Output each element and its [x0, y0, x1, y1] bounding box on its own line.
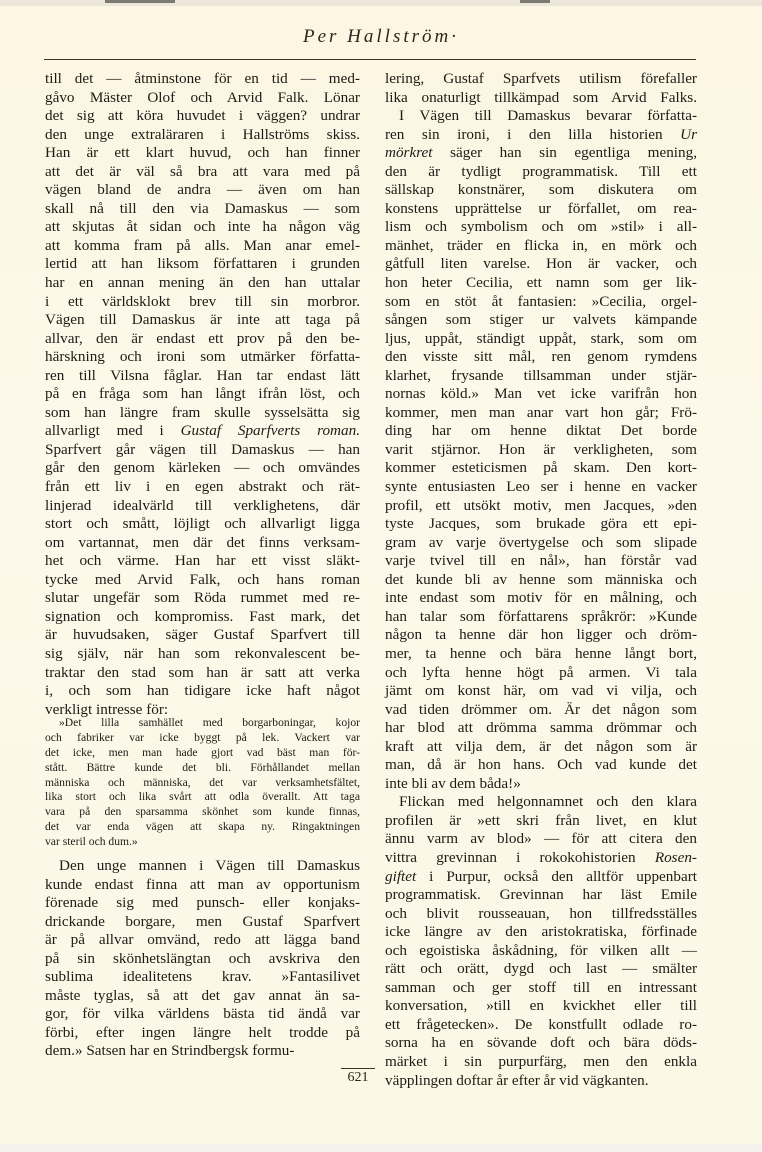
text-line: konversation, »till en kvickhet eller till [385, 997, 697, 1015]
text-line: Flickan med helgonnamnet och den klara [399, 793, 697, 811]
text-line: ren till Vilsna fåglar. Han tar endast lätt [45, 366, 360, 384]
text-line: kommer esteticismen på skam. Den kort- [385, 459, 697, 477]
text-line: det kunde bli av henne som människa och [385, 570, 697, 588]
text-line: förbi, efter ingen längre helt trodde på [45, 1023, 360, 1041]
running-header: Per Hallström· [303, 26, 459, 47]
text-line: på sin skönhetslängtan och avskriva den [45, 949, 360, 967]
left-column [45, 70, 360, 719]
text-line: sällskap konstnärer, som diskutera om [385, 181, 697, 199]
text-line: vittra grevinnan i rokokohistorien Rosen- [385, 848, 697, 866]
scan-artifact [520, 0, 550, 3]
text-line: ren sin ironi, i den lilla historien Ur [385, 125, 697, 143]
text-line: inte endast som motiv för en målning, och [385, 589, 697, 607]
text-line: varje tvivel till en nål», han förstår vad [385, 552, 697, 570]
text-line: som han längre fram skulle sysselsätta sig [45, 403, 360, 421]
text-line: inte bli av dem båda!» [385, 774, 521, 792]
text-line: rätt och orätt, dygd och last — smälter [385, 960, 697, 978]
scan-artifact [105, 0, 175, 3]
text-line: allvarligt med i Gustaf Sparfverts roman. [45, 422, 360, 440]
text-line: man, då är hon hans. Och vad kunde det [385, 756, 697, 774]
page-number: 621 [347, 1070, 369, 1085]
text-line: Vägen till Damaskus är inte att taga på [45, 311, 360, 329]
text-line: ljus, uppåt, ständigt uppåt, stark, som om [385, 329, 697, 347]
text-line: sången som stiger ur valvets kämpande [385, 311, 697, 329]
text-line: samman och ger stoff till en intressant [385, 978, 697, 996]
text-line: vara på den sparsamma skönhet som kunde finnas, [45, 805, 360, 819]
text-line: att komma fram på alls. Man anar emel- [45, 236, 360, 254]
text-line: måste tyglas, så att det gav annat än sa- [45, 986, 360, 1004]
text-line: lika onaturligt tillkämpad som Arvid Falks. [385, 88, 697, 106]
text-line: gram av varje övertygelse och som slipade [385, 533, 697, 551]
text-line: profilen är »ett skri från livet, en klut [385, 811, 697, 829]
scan-bottom-edge [0, 1144, 762, 1152]
text-line: på en fråga som han långt ifrån löst, och [45, 385, 360, 403]
text-line: varit stjärnor. Hon är verkligheten, som [385, 440, 697, 458]
text-line: mänhet, träder en flicka in, en mörk och [385, 236, 697, 254]
text-line: mörkret säger han sin egentliga mening, [385, 144, 697, 162]
text-line: allvar, den är endast ett prov på den be- [45, 329, 360, 347]
text-line: någon ta henne där hon ligger och dröm- [385, 626, 697, 644]
text-line: han talar som författarens språkrör: »Kunde [385, 607, 697, 625]
text-line: sorna ha en sövande doft och bära döds- [385, 1034, 697, 1052]
text-line: lertid att han liksom författaren i grunden [45, 255, 360, 273]
text-line: märket i sin purpurfärg, men den enkla [385, 1052, 697, 1070]
text-line: till det — åtminstone för en tid — med- [45, 70, 360, 87]
text-line: i, och som han tidigare icke haft något [45, 682, 360, 700]
text-line: stort och smått, löjligt och allvarligt ligga [45, 515, 360, 533]
text-line: profil, ett utsökt motiv, men Jacques, »den [385, 496, 697, 514]
text-line: det var enda vägen att skapa ny. Ringaktningen [45, 820, 360, 834]
text-line: sublima idealitetens krav. »Fantasilivet [45, 968, 360, 986]
text-line: människa och människa, det var verksamhetsfältet, [45, 775, 360, 789]
text-line: stått. Bättre kunde det bli. Förhållandet mellan [45, 760, 360, 774]
text-line: I Vägen till Damaskus bevarar författa- [399, 107, 697, 125]
text-line: det sig att köra huvudet i väggen? undrar [45, 107, 360, 125]
text-line: att skjutas åt sidan och inte ha någon väg [45, 218, 360, 236]
text-line: synte entusiasten Leo ser i henne en vacker [385, 478, 697, 496]
text-line: vägen bland de andra — även om han [45, 181, 360, 199]
text-line: gåvo Mäster Olof och Arvid Falk. Lönar [45, 88, 360, 106]
text-line: skall nå till den via Damaskus — som [45, 199, 360, 217]
text-line: »Det lilla samhället med borgarboningar, kojor [59, 716, 360, 729]
text-line: var steril och dum.» [45, 835, 138, 849]
text-line: från ett liv i en egen abstrakt och rät- [45, 478, 360, 496]
scan-top-edge [0, 0, 762, 6]
text-line: icke längre av den aristokratiska, förfinade [385, 923, 697, 941]
text-line: ännu varm av blod» — för att citera den [385, 830, 697, 848]
text-line: kunde endast finna att man av opportunism [45, 875, 360, 893]
text-line: och egoistiska åskådning, för vilken allt — [385, 941, 697, 959]
text-line: det icke, men man hade gjort vad bäst man för- [45, 745, 360, 759]
text-line: dem.» Satsen har en Strindbergsk formu- [45, 1042, 295, 1060]
text-line: gåtfull liten varelse. Hon är vacker, och [385, 255, 697, 273]
text-line: giftet i Purpur, också den alltför uppenbart [385, 867, 697, 885]
text-line: kraft att vilja dem, är det någon som är [385, 737, 697, 755]
text-line: tycke med Arvid Falk, och hans roman [45, 570, 360, 588]
text-line: den visste sitt mål, ren genom rymdens [385, 348, 697, 366]
block-quote [45, 716, 360, 850]
text-line: klarhet, frysande tillsamman under stjär- [385, 366, 697, 384]
text-line: mer, ta henne och bära henne långt bort, [385, 644, 697, 662]
text-line: ding har om henne diktat Det borde [385, 422, 697, 440]
text-line: sig själv, när han som rekonvalescent be- [45, 644, 360, 662]
text-line: och blivit rousseauan, hon tillfredsställes [385, 904, 697, 922]
text-line: har blod att drömma samma drömmar och [385, 719, 697, 737]
page-number-rule [341, 1068, 375, 1069]
text-line: har en annan mening än den han uttalar [45, 274, 360, 292]
text-line: drickande borgare, men Gustaf Sparfvert [45, 912, 360, 930]
text-line: Han är ett klart huvud, och han finner [45, 144, 360, 162]
text-line: verkligt intresse för: [45, 700, 169, 718]
text-line: hon heter Cecilia, ett namn som ger lik- [385, 274, 697, 292]
text-line: ett frågetecken». De konstfullt odlade ro- [385, 1015, 697, 1033]
text-line: om vartannat, men där det finns verksam- [45, 533, 360, 551]
text-line: slutar ungefär som Röda rummet med re- [45, 589, 360, 607]
text-line: lism och symbolism och om »stil» i all- [385, 218, 697, 236]
text-line: den unge extraläraren i Hallströms skiss. [45, 125, 360, 143]
text-line: kommer, men man anar vart hon går; Frö- [385, 403, 697, 421]
text-line: förenade sig med punsch- eller konjaks- [45, 894, 360, 912]
text-line: lika stort och lika svårt att odla överallt. Att taga [45, 790, 360, 804]
text-line: och fabriker var icke byggt på lek. Vackert var [45, 730, 360, 744]
text-line: gor, för vilka världens bästa tid ändå var [45, 1005, 360, 1023]
left-column-continued [45, 857, 360, 1061]
text-line: het och värme. Han har ett visst släkt- [45, 552, 360, 570]
header-rule [44, 59, 696, 60]
text-line: konstens upprättelse ur förfallet, om rea- [385, 199, 697, 217]
text-line: jämt om konst här, om vad vi vilja, och [385, 682, 697, 700]
text-line: signation och kompromiss. Fast mark, det [45, 607, 360, 625]
text-line: lering, Gustaf Sparfvets utilism förefaller [385, 70, 697, 87]
text-line: traktar den stad som han är satt att verka [45, 663, 360, 681]
text-line: nornas köld.» Man vet icke varifrån hon [385, 385, 697, 403]
text-line: programmatisk. Grevinnan har läst Emile [385, 886, 697, 904]
text-line: och lyfta henne högt på armen. Vi tala [385, 663, 697, 681]
text-line: i ett världsklokt brev till sin morbror. [45, 292, 360, 310]
text-line: härskning och ironi som utmärker författa- [45, 348, 360, 366]
text-line: Den unge mannen i Vägen till Damaskus [59, 857, 360, 874]
text-line: vad tiden drömmer om. Är det någon som [385, 700, 697, 718]
text-line: är huvudsaken, säger Gustaf Sparfvert till [45, 626, 360, 644]
text-line: väpplingen doftar år efter år vid vägkanten. [385, 1071, 649, 1089]
text-line: Sparfvert går vägen till Damaskus — han [45, 440, 360, 458]
text-line: att det är väl så bra att vara med på [45, 162, 360, 180]
text-line: den är tydligt programmatisk. Till ett [385, 162, 697, 180]
text-line: är på allvar omvänd, redo att lägga band [45, 931, 360, 949]
right-column [385, 70, 697, 1090]
text-line: tyste Jacques, som brukade göra ett epi- [385, 515, 697, 533]
text-line: som en stöt åt fantasien: »Cecilia, orgel- [385, 292, 697, 310]
text-line: linjerad idealvärld till verklighetens, där [45, 496, 360, 514]
text-line: går den genom kärleken — och omvändes [45, 459, 360, 477]
